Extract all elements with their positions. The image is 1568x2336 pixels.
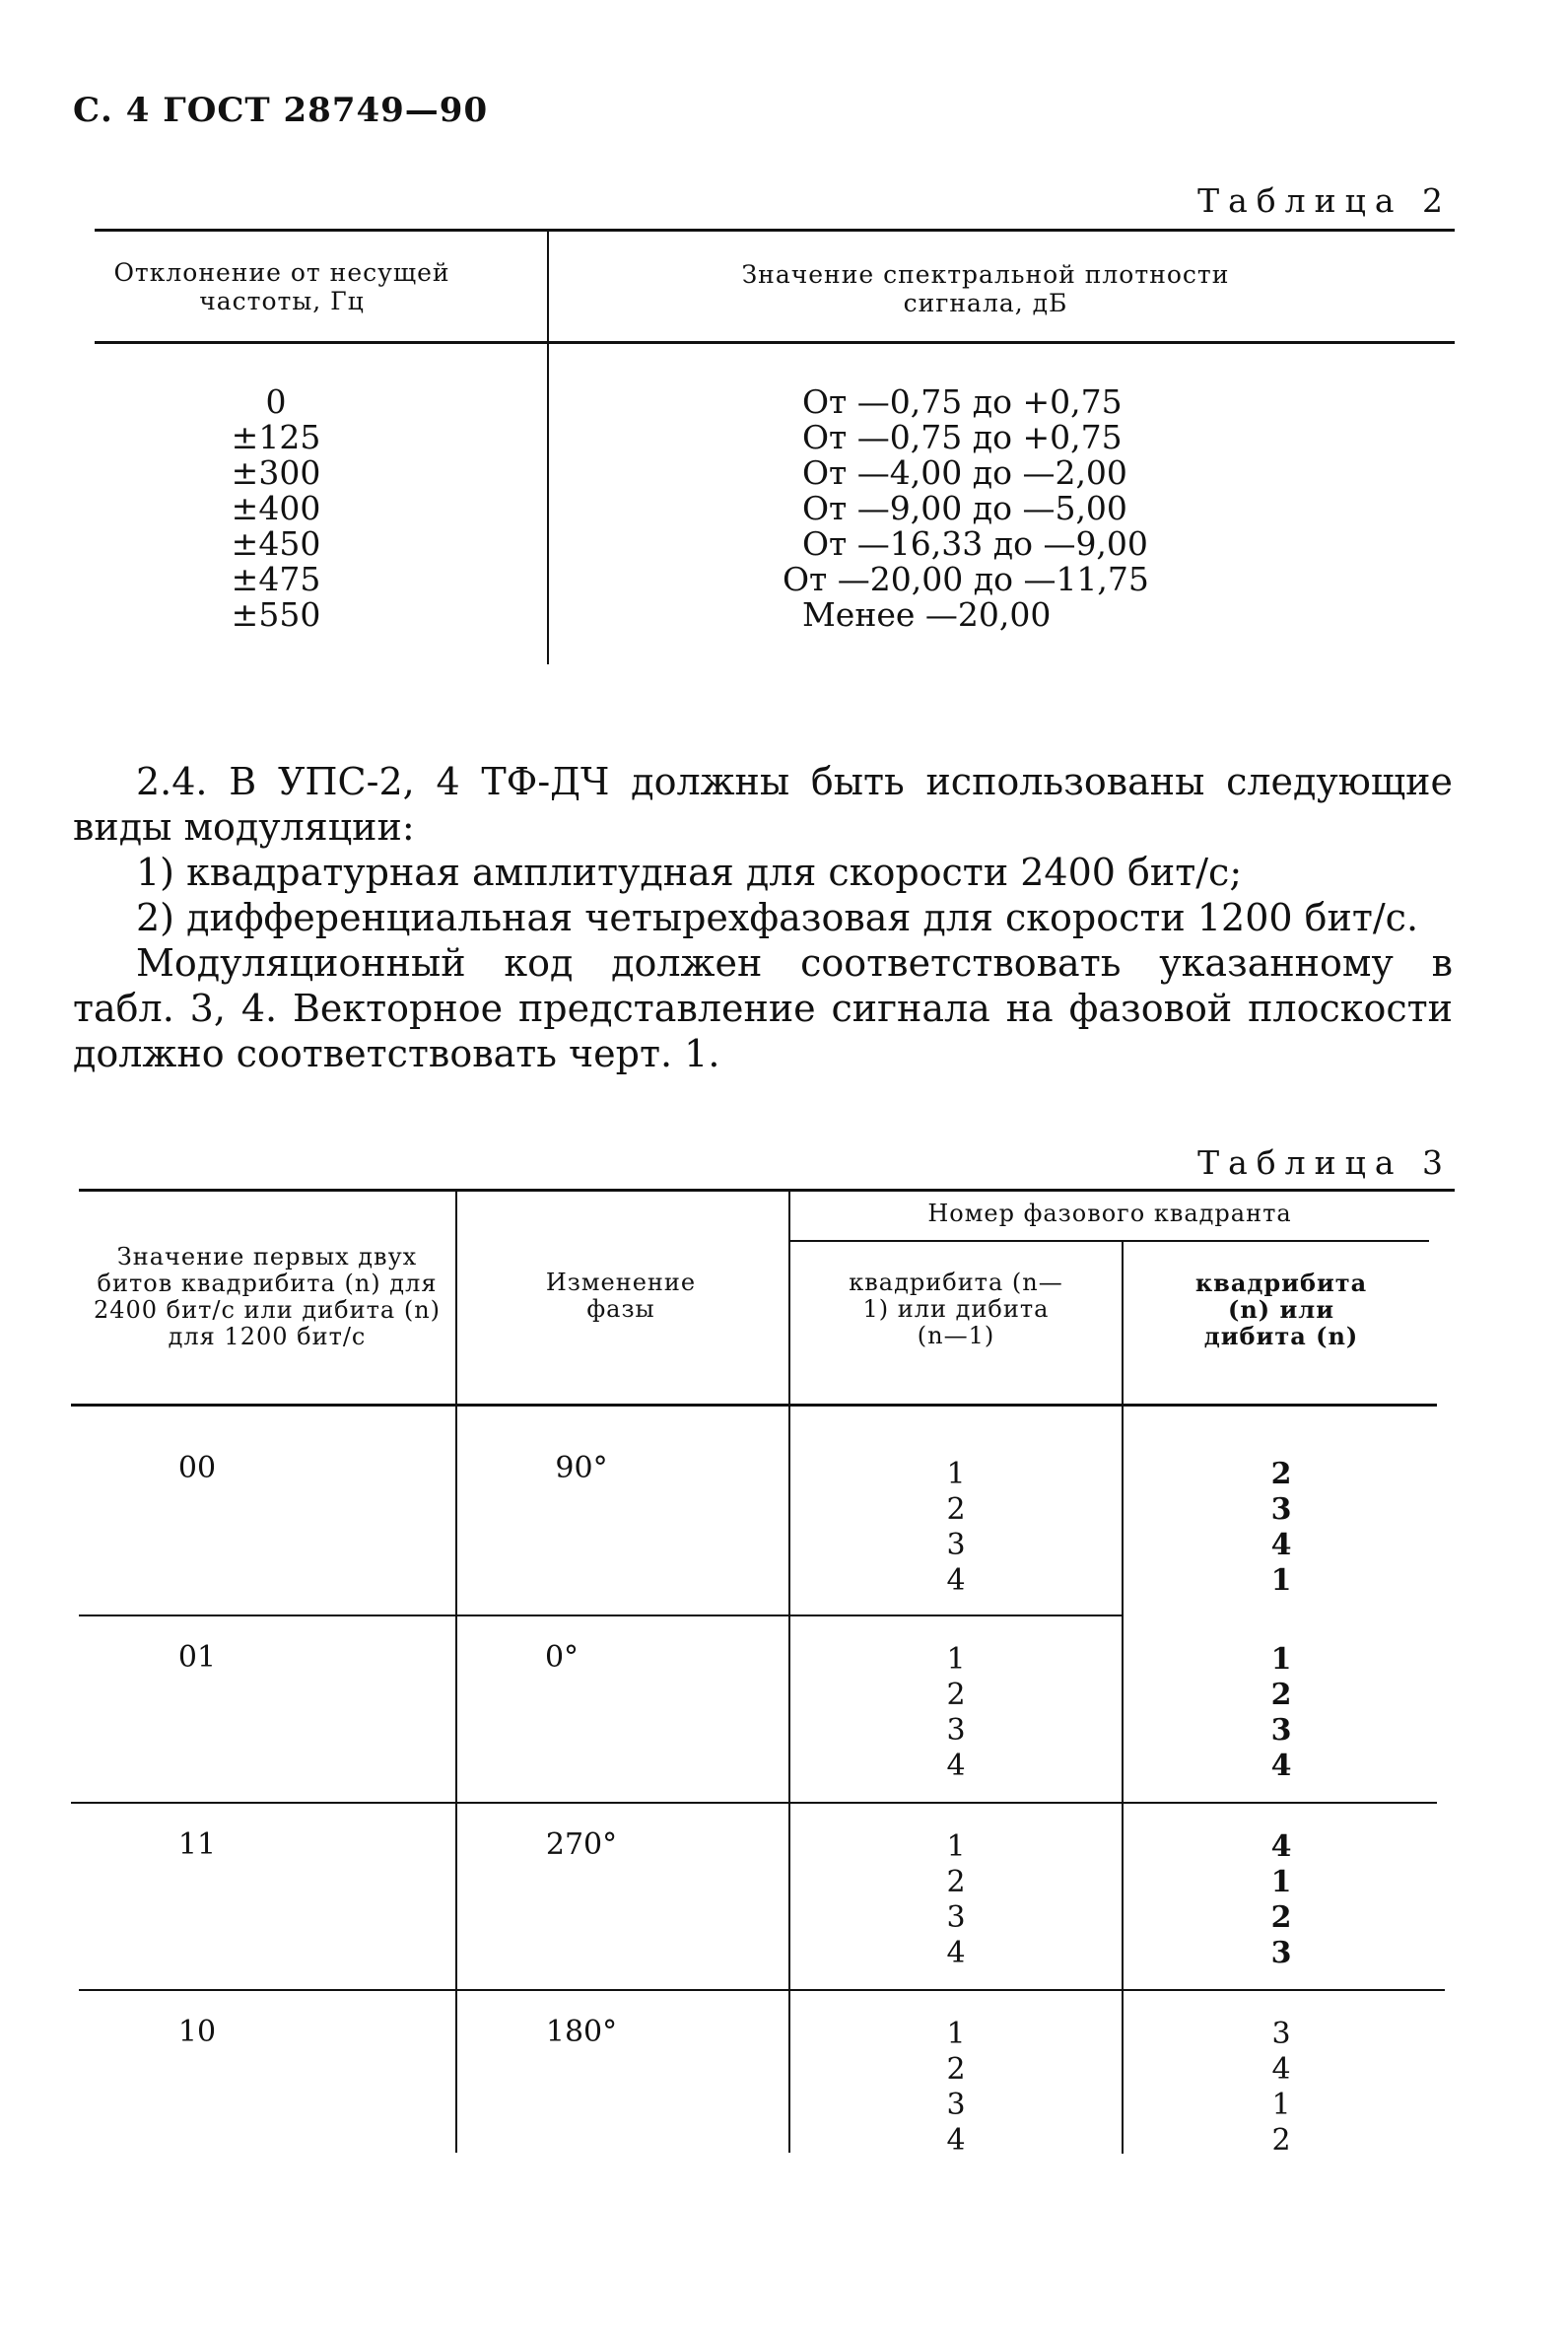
table3-cell-prev: 3 <box>946 2088 966 2122</box>
table3-cell-bits: 11 <box>177 1827 217 1862</box>
table3-top-rule <box>79 1189 1455 1192</box>
table2-cell-deviation: ±300 <box>231 453 321 492</box>
table3-cell-bits: 10 <box>177 2015 217 2049</box>
table3-group-separator <box>71 1802 1437 1804</box>
table3-cell-prev: 3 <box>946 1528 966 1562</box>
page-header: С. 4 ГОСТ 28749—90 <box>73 91 489 130</box>
table2-cell-deviation: ±125 <box>231 418 321 456</box>
paragraph-list-item: 2) дифференциальная четырехфазовая для скорости 1200 бит/с. <box>136 896 1419 939</box>
paragraph-line: табл. 3, 4. Векторное представление сигнала на фазовой плоскости <box>73 987 1453 1030</box>
table3-cell-curr: 3 <box>1271 2017 1291 2051</box>
table3-cell-curr: 1 <box>1270 1563 1292 1598</box>
table3-caption: Таблица 3 <box>1197 1143 1452 1182</box>
section-paragraph <box>73 759 1453 1076</box>
table2-cell-deviation: ±475 <box>231 560 321 598</box>
table3-cell-prev: 1 <box>946 1642 966 1677</box>
table3-cell-curr-column <box>1242 1642 1321 1784</box>
table3-cell-prev-column <box>917 1642 995 1784</box>
table3-cell-prev: 3 <box>946 1900 966 1935</box>
table3-cell-curr: 2 <box>1271 2123 1291 2158</box>
table3-cell-phase: 270° <box>545 1827 618 1862</box>
table3-cell-curr: 2 <box>1270 1457 1292 1491</box>
table3-cell-prev: 4 <box>946 1936 966 1970</box>
table3-cell-curr: 3 <box>1270 1936 1292 1970</box>
table3-header-curr: квадрибита (n) или дибита (n) <box>1194 1269 1368 1350</box>
table2-deviation-column <box>158 384 394 633</box>
table3-group-rule <box>788 1240 1429 1242</box>
table2-caption: Таблица 2 <box>1197 181 1452 220</box>
paragraph-line: 2.4. В УПС-2, 4 ТФ-ДЧ должны быть использованы следующие <box>136 760 1453 803</box>
table3-cell-prev: 2 <box>946 1678 966 1712</box>
table3-cell-curr: 2 <box>1270 1678 1292 1712</box>
table3-group-separator <box>79 1615 1124 1616</box>
table3-header-prev: квадрибита (n—1) или дибита (n—1) <box>849 1269 1063 1349</box>
table3-cell-prev: 2 <box>946 1492 966 1527</box>
table3-cell-bits: 01 <box>177 1640 217 1675</box>
table2-column-divider <box>547 231 549 664</box>
table3-cell-curr: 4 <box>1270 1528 1292 1562</box>
paragraph-line: Модуляционный код должен соответствовать указанному в <box>136 941 1453 985</box>
table3-cell-phase: 180° <box>545 2015 618 2049</box>
table3-header-rule <box>71 1404 1437 1407</box>
table3-cell-curr: 3 <box>1270 1492 1292 1527</box>
table3-divider-1 <box>455 1191 457 2153</box>
table3-cell-prev-column <box>917 2017 995 2159</box>
table3-cell-curr: 1 <box>1271 2088 1291 2122</box>
table3-cell-prev-column <box>917 1829 995 1971</box>
table2-cell-value: От —4,00 до —2,00 <box>802 453 1127 492</box>
table3-cell-phase: 90° <box>555 1451 608 1485</box>
table2-value-column <box>759 384 1149 633</box>
table3-cell-curr-column <box>1242 1457 1321 1599</box>
table2-cell-value: От —20,00 до —11,75 <box>783 560 1149 598</box>
table2-header-deviation: Отклонение от несущей частоты, Гц <box>113 258 450 315</box>
table3-divider-3 <box>1122 1241 1124 2154</box>
table2-header-rule <box>95 341 1455 344</box>
table3-cell-curr-column <box>1242 2017 1321 2159</box>
table3-cell-prev: 4 <box>946 2123 966 2158</box>
paragraph-line: виды модуляции: <box>73 805 415 849</box>
table2-cell-value: Менее —20,00 <box>802 595 1052 634</box>
table3-cell-bits: 00 <box>177 1451 217 1485</box>
table3-header-phase: Изменение фазы <box>545 1269 697 1323</box>
table3-cell-curr: 3 <box>1270 1713 1292 1748</box>
table3-cell-curr: 1 <box>1270 1642 1292 1677</box>
table2-cell-deviation: ±450 <box>231 524 321 563</box>
table2-cell-deviation: ±400 <box>231 489 321 527</box>
table3-cell-curr: 4 <box>1270 1829 1292 1864</box>
table3-cell-prev-column <box>917 1457 995 1599</box>
table3-cell-prev: 1 <box>946 1457 966 1491</box>
table2-cell-deviation: ±550 <box>231 595 321 634</box>
table3-header-group: Номер фазового квадранта <box>927 1200 1292 1227</box>
table3-cell-phase: 0° <box>544 1640 579 1675</box>
table3-cell-curr: 4 <box>1271 2052 1291 2087</box>
table3-cell-curr: 2 <box>1270 1900 1292 1935</box>
table3-cell-prev: 4 <box>946 1563 966 1598</box>
table3-cell-prev: 1 <box>946 2017 966 2051</box>
table3-cell-prev: 2 <box>946 2052 966 2087</box>
table3-divider-2 <box>788 1191 790 2153</box>
table3-cell-prev: 2 <box>946 1865 966 1899</box>
table3-cell-prev: 4 <box>946 1749 966 1783</box>
table2-cell-deviation: 0 <box>265 382 287 421</box>
table3-cell-curr-column <box>1242 1829 1321 1971</box>
table3-cell-prev: 3 <box>946 1713 966 1748</box>
paragraph-list-item: 1) квадратурная амплитудная для скорости 2400 бит/с; <box>136 851 1243 894</box>
paragraph-line: должно соответствовать черт. 1. <box>73 1032 720 1075</box>
table3-cell-curr: 1 <box>1270 1865 1292 1899</box>
table2-cell-value: От —0,75 до +0,75 <box>802 418 1123 456</box>
table3-group-separator <box>79 1989 1445 1991</box>
table2-header-value: Значение спектральной плотности сигнала, дБ <box>741 260 1230 317</box>
table2-cell-value: От —9,00 до —5,00 <box>802 489 1127 527</box>
table2-cell-value: От —16,33 до —9,00 <box>802 524 1148 563</box>
table3-cell-prev: 1 <box>946 1829 966 1864</box>
table3-header-bits: Значение первых двух битов квадрибита (n) для 2400 бит/с или дибита (n) для 1200 бит/с <box>93 1243 442 1350</box>
table2-cell-value: От —0,75 до +0,75 <box>802 382 1123 421</box>
table3-cell-curr: 4 <box>1270 1749 1292 1783</box>
table2-top-rule <box>95 229 1455 232</box>
